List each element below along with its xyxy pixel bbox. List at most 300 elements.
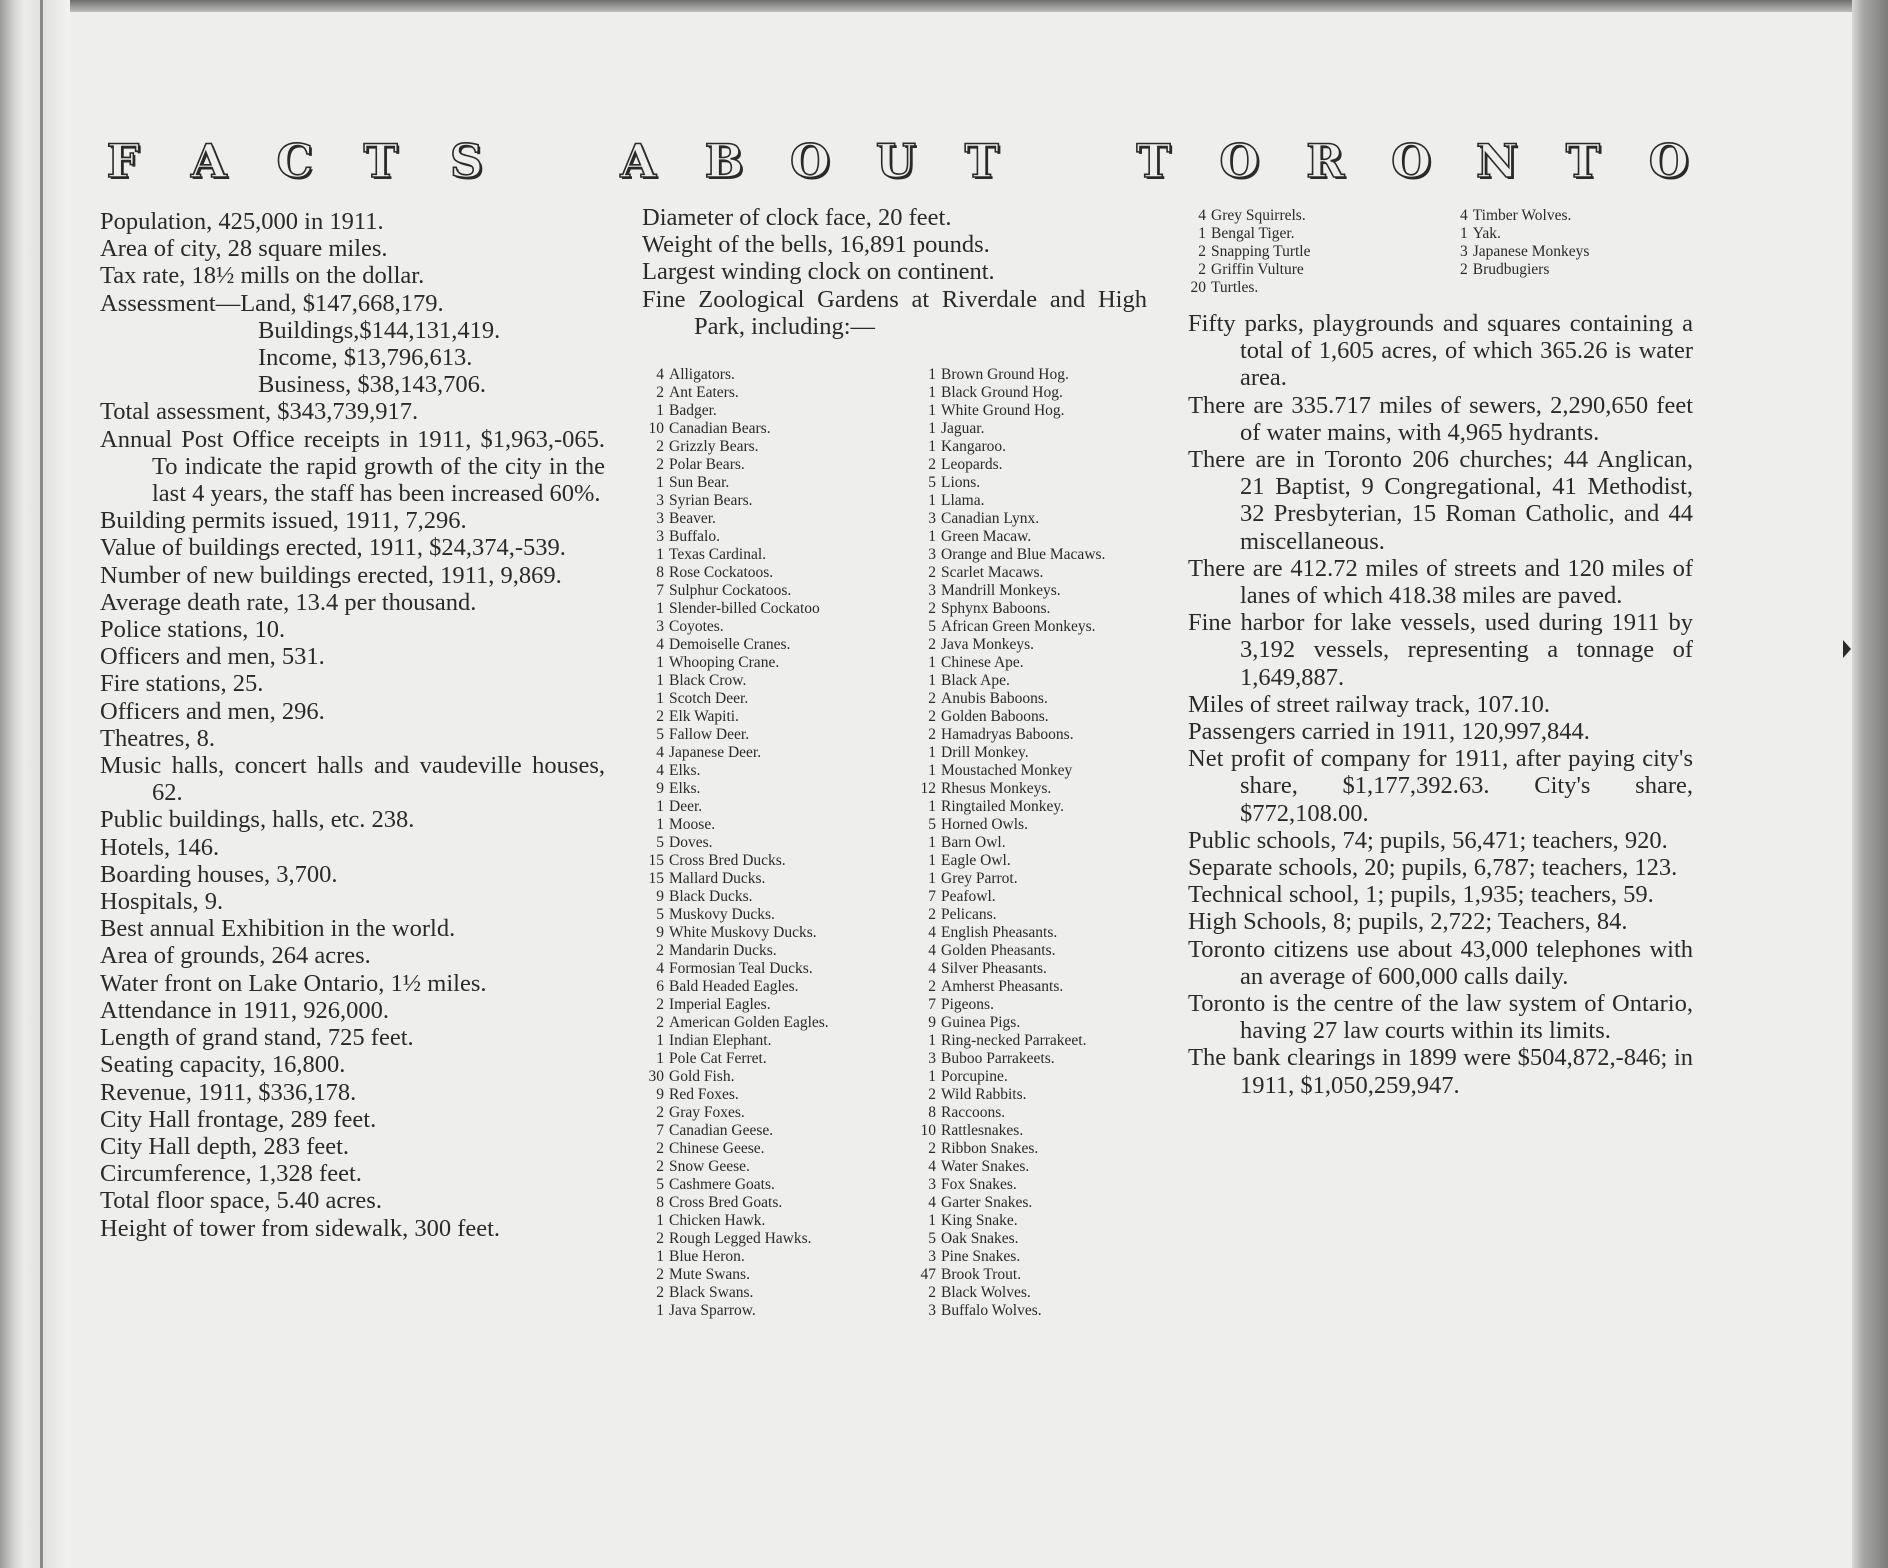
animal-name: Lions.	[941, 474, 981, 491]
scan-right-edge	[1852, 0, 1888, 1568]
animal-name: Chinese Ape.	[941, 654, 1024, 671]
animal-name: Pigeons.	[941, 996, 994, 1013]
zoo-animal-item	[640, 1248, 902, 1266]
animal-name: Sulphur Cockatoos.	[669, 582, 792, 599]
animal-count: 4	[1460, 207, 1468, 224]
fact-entry: Largest winding clock on continent.	[642, 258, 995, 286]
animal-count: 1	[656, 816, 664, 833]
animal-name: Scotch Deer.	[669, 690, 749, 707]
zoo-animal-item	[912, 1014, 1174, 1032]
animal-name: Black Crow.	[669, 672, 747, 689]
zoo-animal-item	[912, 636, 1174, 654]
fact-entry: Fine harbor for lake vessels, used during 1911 by 3,192 vessels, representing a tonnage of 1,649,887.	[1188, 609, 1693, 691]
zoo-animal-item	[912, 762, 1174, 780]
fact-entry: Length of grand stand, 725 feet.	[100, 1024, 414, 1052]
zoo-animal-item	[640, 1050, 902, 1068]
animal-name: Eagle Owl.	[941, 852, 1011, 869]
zoo-animal-item	[912, 834, 1174, 852]
animal-count: 1	[656, 654, 664, 671]
animal-count: 1	[928, 1068, 936, 1085]
animal-count: 2	[1460, 261, 1468, 278]
animal-count: 9	[656, 888, 664, 905]
animal-count: 5	[928, 618, 936, 635]
zoo-animal-item	[1182, 243, 1442, 261]
animal-name: Texas Cardinal.	[669, 546, 767, 563]
fact-entry: Separate schools, 20; pupils, 6,787; teachers, 123.	[1188, 854, 1678, 882]
animal-name: Moose.	[669, 816, 716, 833]
animal-count: 2	[928, 1140, 936, 1157]
animal-name: Scarlet Macaws.	[941, 564, 1044, 581]
animal-name: Fallow Deer.	[669, 726, 750, 743]
title-letter: O	[789, 134, 831, 188]
animal-name: Peafowl.	[941, 888, 996, 905]
animal-name: Beaver.	[669, 510, 716, 527]
fact-entry: Tax rate, 18½ mills on the dollar.	[100, 262, 425, 290]
animal-count: 4	[656, 366, 664, 383]
zoo-animal-item	[912, 384, 1174, 402]
animal-count: 2	[656, 384, 664, 401]
animal-name: Canadian Lynx.	[941, 510, 1040, 527]
animal-count: 1	[928, 744, 936, 761]
animal-name: Fox Snakes.	[941, 1176, 1017, 1193]
fact-entry: Toronto citizens use about 43,000 telephones with an average of 600,000 calls daily.	[1188, 935, 1693, 990]
fact-entry: Average death rate, 13.4 per thousand.	[100, 588, 477, 616]
zoo-animal-item	[640, 780, 902, 798]
animal-name: Demoiselle Cranes.	[669, 636, 791, 653]
zoo-animal-item	[912, 942, 1174, 960]
animal-count: 3	[928, 582, 936, 599]
animal-count: 3	[656, 528, 664, 545]
fact-entry: Theatres, 8.	[100, 724, 215, 752]
animal-name: Barn Owl.	[941, 834, 1006, 851]
fact-entry: Toronto is the centre of the law system of Ontario, having 27 law courts within its limits.	[1188, 990, 1693, 1045]
zoo-animal-item	[912, 1176, 1174, 1194]
zoo-animal-item	[912, 402, 1174, 420]
animal-count: 2	[928, 636, 936, 653]
zoo-animal-item	[640, 1266, 902, 1284]
animal-count: 1	[928, 672, 936, 689]
animal-count: 5	[656, 834, 664, 851]
animal-name: Buffalo.	[669, 528, 720, 545]
animal-count: 4	[1198, 207, 1206, 224]
zoo-animal-item	[640, 618, 902, 636]
animal-count: 4	[656, 636, 664, 653]
zoo-animal-item	[912, 870, 1174, 888]
zoo-animal-item	[640, 366, 902, 384]
animal-name: Water Snakes.	[941, 1158, 1030, 1175]
animal-count: 1	[928, 528, 936, 545]
zoo-animal-item	[912, 654, 1174, 672]
fact-entry: Total assessment, $343,739,917.	[100, 398, 419, 426]
fact-entry: Total floor space, 5.40 acres.	[100, 1187, 382, 1215]
animal-count: 2	[928, 456, 936, 473]
animal-count: 3	[928, 1050, 936, 1067]
zoo-animal-item	[912, 1302, 1174, 1320]
fact-entry: Best annual Exhibition in the world.	[100, 915, 456, 943]
animal-name: Ringtailed Monkey.	[941, 798, 1064, 815]
fact-entry: Height of tower from sidewalk, 300 feet.	[100, 1214, 501, 1242]
animal-count: 3	[656, 492, 664, 509]
animal-count: 1	[928, 762, 936, 779]
zoo-animal-item	[1460, 207, 1700, 225]
fact-entry: There are 412.72 miles of streets and 120 miles of lanes of which 418.38 miles are paved.	[1188, 554, 1693, 610]
zoo-animal-item	[912, 1158, 1174, 1176]
zoo-animal-item	[912, 996, 1174, 1014]
zoo-animal-item	[640, 690, 902, 708]
zoo-animal-item	[640, 1014, 902, 1032]
zoo-animal-item	[912, 510, 1174, 528]
animal-name: Bald Headed Eagles.	[669, 978, 799, 995]
animal-name: Gold Fish.	[669, 1068, 735, 1085]
animal-name: Buboo Parrakeets.	[941, 1050, 1055, 1067]
zoo-animal-item	[912, 438, 1174, 456]
animal-name: Red Foxes.	[669, 1086, 739, 1103]
assessment-row: Business, $38,143,706.	[258, 371, 487, 399]
zoo-animal-item	[640, 384, 902, 402]
title-letter: O	[1648, 134, 1689, 188]
animal-name: Drill Monkey.	[941, 744, 1029, 761]
animal-count: 1	[928, 798, 936, 815]
zoo-animal-item	[640, 420, 902, 438]
zoo-animal-item	[640, 492, 902, 510]
animal-name: Canadian Geese.	[669, 1122, 774, 1139]
animal-count: 9	[656, 924, 664, 941]
zoo-animal-item	[640, 852, 902, 870]
animal-count: 7	[656, 582, 664, 599]
fact-entry: Circumference, 1,328 feet.	[100, 1160, 362, 1188]
zoo-animal-item	[912, 798, 1174, 816]
fact-entry: Officers and men, 531.	[100, 643, 325, 671]
animal-name: Oak Snakes.	[941, 1230, 1019, 1247]
zoo-animal-item	[640, 1140, 902, 1158]
fact-entry: Water front on Lake Ontario, 1½ miles.	[100, 969, 487, 997]
zoo-animal-item	[640, 528, 902, 546]
zoo-animal-item	[640, 1158, 902, 1176]
fact-entry: Fire stations, 25.	[100, 670, 264, 698]
animal-name: Alligators.	[669, 366, 735, 383]
animal-count: 5	[928, 816, 936, 833]
animal-count: 2	[928, 708, 936, 725]
animal-count: 1	[1460, 225, 1468, 242]
zoo-animal-item	[640, 708, 902, 726]
animal-name: Jaguar.	[941, 420, 985, 437]
zoo-animal-item	[640, 1212, 902, 1230]
zoo-animal-item	[640, 726, 902, 744]
zoo-animal-item	[640, 1068, 902, 1086]
animal-name: Snapping Turtle	[1211, 243, 1311, 260]
animal-name: Ring-necked Parrakeet.	[941, 1032, 1087, 1049]
zoo-animal-item	[912, 852, 1174, 870]
zoo-animal-item	[1182, 261, 1442, 279]
fact-entry: City Hall frontage, 289 feet.	[100, 1105, 377, 1133]
zoo-animal-item	[640, 762, 902, 780]
zoo-animal-item	[1460, 243, 1700, 261]
fact-entry: Attendance in 1911, 926,000.	[100, 996, 389, 1024]
animal-name: White Ground Hog.	[941, 402, 1065, 419]
facts-column-4	[1188, 310, 1693, 1099]
zoo-animal-item	[912, 744, 1174, 762]
animal-count: 2	[656, 438, 664, 455]
animal-name: Snow Geese.	[669, 1158, 750, 1175]
animal-name: Java Sparrow.	[669, 1302, 756, 1319]
zoo-animal-item	[912, 1086, 1174, 1104]
animal-name: Pine Snakes.	[941, 1248, 1021, 1265]
animal-count: 12	[920, 780, 936, 797]
fact-entry: Annual Post Office receipts in 1911, $1,963,-065. To indicate the rapid growth of the city in the last 4 years, the staff has been increased 60%.	[100, 425, 605, 508]
zoo-animal-item	[912, 366, 1174, 384]
animal-name: Brudbugiers	[1472, 261, 1550, 278]
zoo-animal-item	[640, 672, 902, 690]
animal-name: Elks.	[669, 762, 701, 779]
animal-count: 2	[656, 1104, 664, 1121]
animal-name: Grizzly Bears.	[669, 438, 759, 455]
zoo-animal-item	[640, 1032, 902, 1050]
animal-name: Chicken Hawk.	[669, 1212, 766, 1229]
zoo-animal-item	[912, 690, 1174, 708]
animal-name: African Green Monkeys.	[941, 618, 1096, 635]
fact-entry: Area of city, 28 square miles.	[100, 235, 388, 263]
animal-count: 4	[928, 1194, 936, 1211]
fact-entry: Music halls, concert halls and vaudeville houses, 62.	[100, 752, 605, 807]
animal-name: Slender-billed Cockatoo	[669, 600, 820, 617]
assessment-row: Buildings,$144,131,419.	[258, 316, 501, 344]
zoo-animal-item	[912, 492, 1174, 510]
zoo-animal-item	[912, 1122, 1174, 1140]
fact-entry: Technical school, 1; pupils, 1,935; teachers, 59.	[1188, 881, 1654, 909]
animal-count: 2	[656, 1158, 664, 1175]
animal-name: Elk Wapiti.	[669, 708, 739, 725]
animal-count: 1	[928, 420, 936, 437]
fact-entry: Value of buildings erected, 1911, $24,374,-539.	[100, 534, 566, 562]
title-letter: O	[1219, 134, 1260, 188]
zoo-animal-item	[640, 654, 902, 672]
title-letter: A	[191, 134, 227, 188]
animal-name: Indian Elephant.	[669, 1032, 772, 1049]
animal-name: Gray Foxes.	[669, 1104, 745, 1121]
animal-name: Cross Bred Ducks.	[669, 852, 786, 869]
animal-name: Moustached Monkey	[941, 762, 1073, 779]
animal-count: 4	[928, 1158, 936, 1175]
animal-name: Turtles.	[1211, 279, 1259, 296]
animal-name: Chinese Geese.	[669, 1140, 765, 1157]
animal-count: 1	[656, 1302, 664, 1319]
title-letter: B	[704, 134, 744, 188]
animal-count: 1	[656, 402, 664, 419]
animal-name: American Golden Eagles.	[669, 1014, 829, 1031]
zoo-animal-item	[912, 1212, 1174, 1230]
zoo-animal-item	[640, 816, 902, 834]
zoo-animal-item	[640, 996, 902, 1014]
animal-name: Rattlesnakes.	[941, 1122, 1024, 1139]
animal-name: Griffin Vulture	[1211, 261, 1304, 278]
fact-entry: Miles of street railway track, 107.10.	[1188, 690, 1550, 718]
zoo-animal-item	[640, 456, 902, 474]
animal-name: Golden Baboons.	[941, 708, 1049, 725]
fact-entry: Seating capacity, 16,800.	[100, 1051, 346, 1079]
animal-name: Rose Cockatoos.	[669, 564, 774, 581]
zoo-animal-item	[1460, 261, 1700, 279]
zoo-animal-item	[912, 1266, 1174, 1284]
fact-entry: City Hall depth, 283 feet.	[100, 1132, 350, 1160]
animal-count: 2	[1198, 261, 1206, 278]
animal-name: Llama.	[941, 492, 985, 509]
animal-count: 1	[928, 366, 936, 383]
fact-entry: Fine Zoological Gardens at Riverdale and High Park, including:—	[642, 285, 1147, 340]
animal-count: 30	[648, 1068, 664, 1085]
animal-name: Brook Trout.	[941, 1266, 1022, 1283]
zoo-animal-item	[640, 978, 902, 996]
animal-count: 2	[656, 1284, 664, 1301]
animal-name: Black Wolves.	[941, 1284, 1031, 1301]
zoo-animal-item	[640, 510, 902, 528]
animal-name: Pole Cat Ferret.	[669, 1050, 767, 1067]
title-letter: S	[449, 134, 484, 188]
animal-count: 1	[656, 1212, 664, 1229]
animal-count: 7	[928, 888, 936, 905]
zoo-animal-item	[640, 942, 902, 960]
title-letter: F	[106, 134, 140, 188]
zoo-animal-item	[640, 1194, 902, 1212]
zoo-animal-item	[912, 1194, 1174, 1212]
zoo-animal-item	[640, 402, 902, 420]
zoo-animal-item	[640, 564, 902, 582]
zoo-animal-item	[640, 474, 902, 492]
animal-name: Elks.	[669, 780, 701, 797]
animal-count: 2	[928, 906, 936, 923]
animal-count: 8	[928, 1104, 936, 1121]
animal-count: 1	[656, 546, 664, 563]
animal-count: 1	[928, 384, 936, 401]
animal-count: 2	[656, 1230, 664, 1247]
animal-name: Muskovy Ducks.	[669, 906, 775, 923]
animal-count: 2	[928, 1284, 936, 1301]
animal-name: Badger.	[669, 402, 717, 419]
animal-count: 3	[928, 1176, 936, 1193]
fact-entry: Public buildings, halls, etc. 238.	[100, 806, 415, 834]
animal-name: Yak.	[1472, 225, 1501, 242]
fact-entry: There are in Toronto 206 churches; 44 Anglican, 21 Baptist, 9 Congregational, 41 Methodist, 32 Presbyterian, 15 Roman Catholic, and 44 miscellaneous.	[1188, 446, 1693, 555]
animal-name: Grey Parrot.	[941, 870, 1018, 887]
title-letter: U	[875, 134, 916, 188]
animal-name: Formosian Teal Ducks.	[669, 960, 813, 977]
fact-entry: Hospitals, 9.	[100, 888, 224, 916]
facts-column-1	[100, 208, 605, 1242]
zoo-animal-item	[640, 636, 902, 654]
zoo-animal-item	[1460, 225, 1700, 243]
animal-count: 2	[656, 1140, 664, 1157]
animal-count: 9	[656, 780, 664, 797]
animal-count: 6	[656, 978, 664, 995]
scan-left-margin	[0, 0, 70, 1568]
animal-count: 1	[928, 492, 936, 509]
animal-count: 5	[656, 906, 664, 923]
animal-count: 15	[648, 870, 664, 887]
zoo-animal-item	[640, 870, 902, 888]
animal-count: 10	[648, 420, 664, 437]
title-letter: T	[1565, 134, 1600, 188]
zoo-animal-item	[912, 1032, 1174, 1050]
animal-name: Amherst Pheasants.	[941, 978, 1064, 995]
animal-count: 1	[656, 1248, 664, 1265]
animal-count: 3	[928, 1302, 936, 1319]
zoo-animal-item	[912, 1230, 1174, 1248]
animal-count: 1	[928, 654, 936, 671]
fact-entry: High Schools, 8; pupils, 2,722; Teachers, 84.	[1188, 908, 1628, 936]
title-letter: R	[1306, 134, 1345, 188]
animal-name: Wild Rabbits.	[941, 1086, 1027, 1103]
fact-entry: Revenue, 1911, $336,178.	[100, 1078, 357, 1106]
zoo-animal-list	[640, 366, 902, 1320]
animal-name: Sun Bear.	[669, 474, 730, 491]
animal-count: 2	[656, 1266, 664, 1283]
animal-name: Porcupine.	[941, 1068, 1008, 1085]
animal-count: 15	[648, 852, 664, 869]
fact-entry: Hotels, 146.	[100, 833, 220, 861]
animal-name: Polar Bears.	[669, 456, 745, 473]
animal-name: Blue Heron.	[669, 1248, 745, 1265]
zoo-animal-item	[640, 834, 902, 852]
animal-count: 1	[928, 438, 936, 455]
zoo-animal-item	[912, 546, 1174, 564]
fact-entry: Population, 425,000 in 1911.	[100, 208, 384, 235]
animal-count: 2	[656, 708, 664, 725]
animal-count: 2	[928, 600, 936, 617]
zoo-animal-item	[912, 1284, 1174, 1302]
title-letter: T	[1136, 134, 1171, 188]
animal-name: Silver Pheasants.	[941, 960, 1047, 977]
binding-line	[40, 0, 43, 1568]
animal-name: Black Ape.	[941, 672, 1010, 689]
animal-name: Hamadryas Baboons.	[941, 726, 1074, 743]
animal-count: 10	[920, 1122, 936, 1139]
animal-name: Rough Legged Hawks.	[669, 1230, 812, 1247]
zoo-animal-item	[912, 888, 1174, 906]
animal-count: 3	[1460, 243, 1468, 260]
animal-count: 1	[656, 600, 664, 617]
zoo-animal-item	[912, 708, 1174, 726]
fact-entry: Building permits issued, 1911, 7,296.	[100, 507, 467, 535]
fact-entry: Public schools, 74; pupils, 56,471; teachers, 920.	[1188, 826, 1668, 854]
animal-name: Rhesus Monkeys.	[941, 780, 1052, 797]
zoo-animal-item	[912, 456, 1174, 474]
title-letter: O	[1391, 134, 1432, 188]
zoo-animal-item	[912, 978, 1174, 996]
zoo-animal-item	[640, 798, 902, 816]
animal-name: Japanese Deer.	[669, 744, 762, 761]
zoo-animal-item	[912, 1050, 1174, 1068]
animal-count: 4	[656, 744, 664, 761]
zoo-animal-list	[1182, 207, 1442, 297]
animal-name: Golden Pheasants.	[941, 942, 1056, 959]
animal-count: 7	[656, 1122, 664, 1139]
animal-count: 3	[928, 510, 936, 527]
animal-count: 9	[656, 1086, 664, 1103]
animal-count: 1	[928, 1032, 936, 1049]
fact-entry: Assessment—Land, $147,668,179.	[100, 289, 444, 317]
scan-top-edge	[0, 0, 1888, 12]
animal-name: Whooping Crane.	[669, 654, 780, 671]
zoo-animal-item	[912, 672, 1174, 690]
zoo-animal-item	[1182, 279, 1442, 297]
fact-entry: Police stations, 10.	[100, 616, 286, 644]
title-letter: T	[964, 134, 999, 188]
zoo-animal-item	[912, 816, 1174, 834]
fact-entry: The bank clearings in 1899 were $504,872,-846; in 1911, $1,050,259,947.	[1188, 1044, 1693, 1099]
zoo-animal-item	[912, 960, 1174, 978]
fact-entry: Area of grounds, 264 acres.	[100, 942, 371, 970]
animal-name: Leopards.	[941, 456, 1003, 473]
animal-count: 4	[928, 960, 936, 977]
